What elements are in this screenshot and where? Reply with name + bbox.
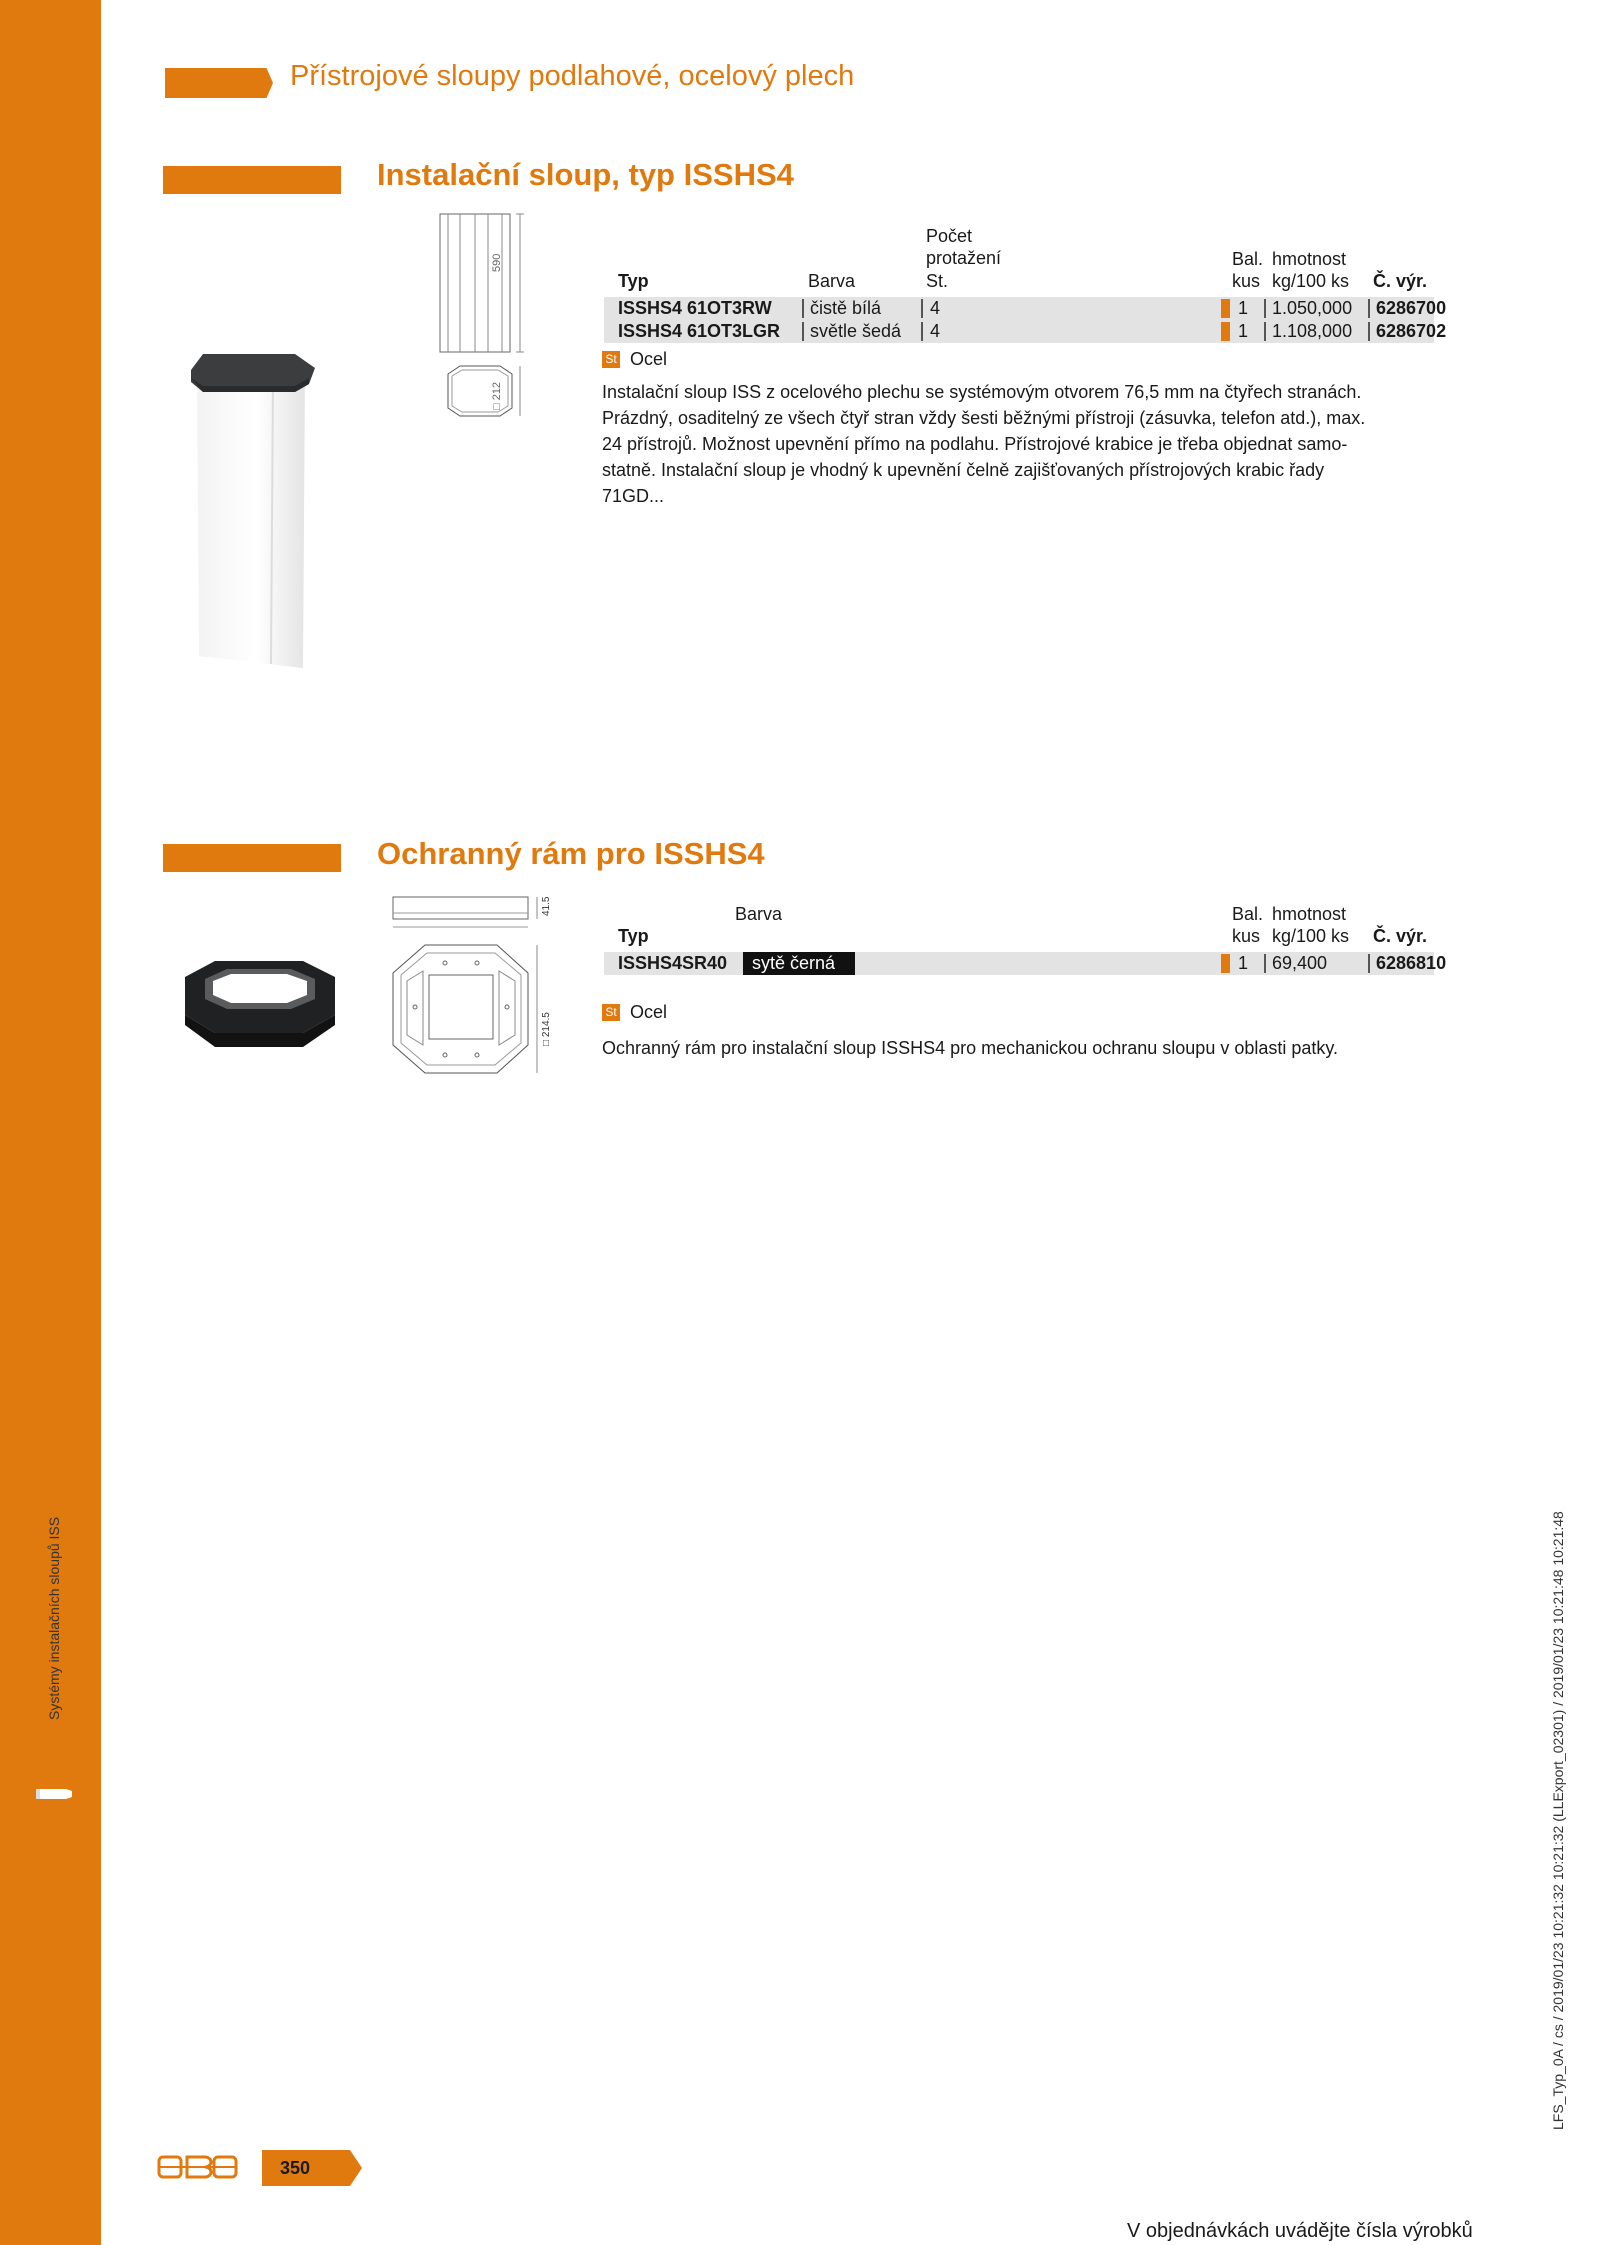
page-title: Přístrojové sloupy podlahové, ocelový plech [290,60,855,92]
header-hmotnost: hmotnost [1272,249,1347,269]
description [602,379,1442,509]
row-cvyr: 6286702 [1376,321,1447,341]
row-typ: ISSHS4SR40 [618,953,728,973]
header-cvyr: Č. výr. [1373,271,1428,291]
footer-note: V objednávkách uvádějte čísla výrobků [1127,2220,1473,2242]
row-bal: 1 [1238,953,1249,973]
row-hmotnost: 1.050,000 [1272,298,1353,318]
row-hmotnost: 1.108,000 [1272,321,1353,341]
export-info: LFS_Typ_0A / cs / 2019/01/23 10:21:32 10:21:32 (LLExport_02301) / 2019/01/23 10:21:48 10:21:48 [1550,1511,1566,2130]
material-text: Ocel [630,1002,668,1022]
table-row [604,297,1447,320]
section-bar [163,166,341,194]
sidebar [0,0,101,2245]
header-barva: Barva [735,904,783,924]
column-side-drawing [430,210,542,428]
header-st: St. [926,271,949,291]
material-badge: St [602,351,620,368]
row-cvyr: 6286700 [1376,298,1447,318]
sidebar-text: Systémy instalačních sloupů ISS [46,1516,62,1720]
header-kg: kg/100 ks [1272,926,1350,946]
row-typ: ISSHS4 61OT3LGR [618,321,781,341]
width-dimension: □ 212 [491,381,503,410]
row-bal: 1 [1238,321,1249,341]
row-typ: ISSHS4 61OT3RW [618,298,772,318]
section-title: Instalační sloup, typ ISSHS4 [377,157,794,192]
header-cvyr: Č. výr. [1373,926,1428,946]
page-number-tab [262,2150,362,2186]
frame-product-image [175,955,343,1055]
header-pocet: Počet [926,226,973,246]
row-hmotnost: 69,400 [1272,953,1328,973]
description [602,1035,1442,1061]
row-bal: 1 [1238,298,1249,318]
frame-width-dimension: □ 214.5 [541,1012,552,1046]
header-kg: kg/100 ks [1272,271,1350,291]
page-number: 350 [280,2158,311,2178]
header-bal: Bal. [1232,249,1264,269]
header-protazeni: protažení [926,248,1002,268]
table-row [604,952,1447,975]
row-pocet: 4 [930,321,941,341]
section-bar [163,844,341,872]
material-text: Ocel [630,349,668,369]
height-dimension: 590 [491,253,503,272]
description-line: Instalační sloup ISS z ocelového plechu se systémovým otvorem 76,5 mm na čtyřech stranách. [602,382,1362,402]
header-kus: kus [1232,926,1261,946]
description-line: Prázdný, osaditelný ze všech čtyř stran vždy šesti běžnými přístroji (zásuvka, telefon atd.), max. [602,408,1366,428]
column-icon [34,1786,74,1802]
header-tab [165,68,273,98]
row-pocet: 4 [930,298,941,318]
row-barva: čistě bílá [810,298,882,318]
header-bal: Bal. [1232,904,1264,924]
row-cvyr: 6286810 [1376,953,1447,973]
description-line: statně. Instalační sloup je vhodný k upevnění čelně zajišťovaných přístrojových krabic řady [602,460,1325,480]
header-kus: kus [1232,271,1261,291]
description-line: 24 přístrojů. Možnost upevnění přímo na podlahu. Přístrojové krabice je třeba objednat samo- [602,434,1348,454]
frame-height-dimension: 41.5 [541,896,552,916]
header-barva: Barva [808,271,856,291]
row-barva: světle šedá [810,321,902,341]
header-hmotnost: hmotnost [1272,904,1347,924]
table-row [604,320,1447,343]
column-product-image [185,350,320,668]
row-barva: sytě černá [752,953,836,973]
header-typ: Typ [618,271,649,291]
obo-logo [157,2153,239,2181]
description-line: 71GD... [602,486,665,506]
header-typ: Typ [618,926,649,946]
frame-drawing [385,895,555,1105]
material-badge: St [602,1004,620,1021]
description-line: Ochranný rám pro instalační sloup ISSHS4 pro mechanickou ochranu sloupu v oblasti patky. [602,1038,1339,1058]
section-title: Ochranný rám pro ISSHS4 [377,836,765,871]
